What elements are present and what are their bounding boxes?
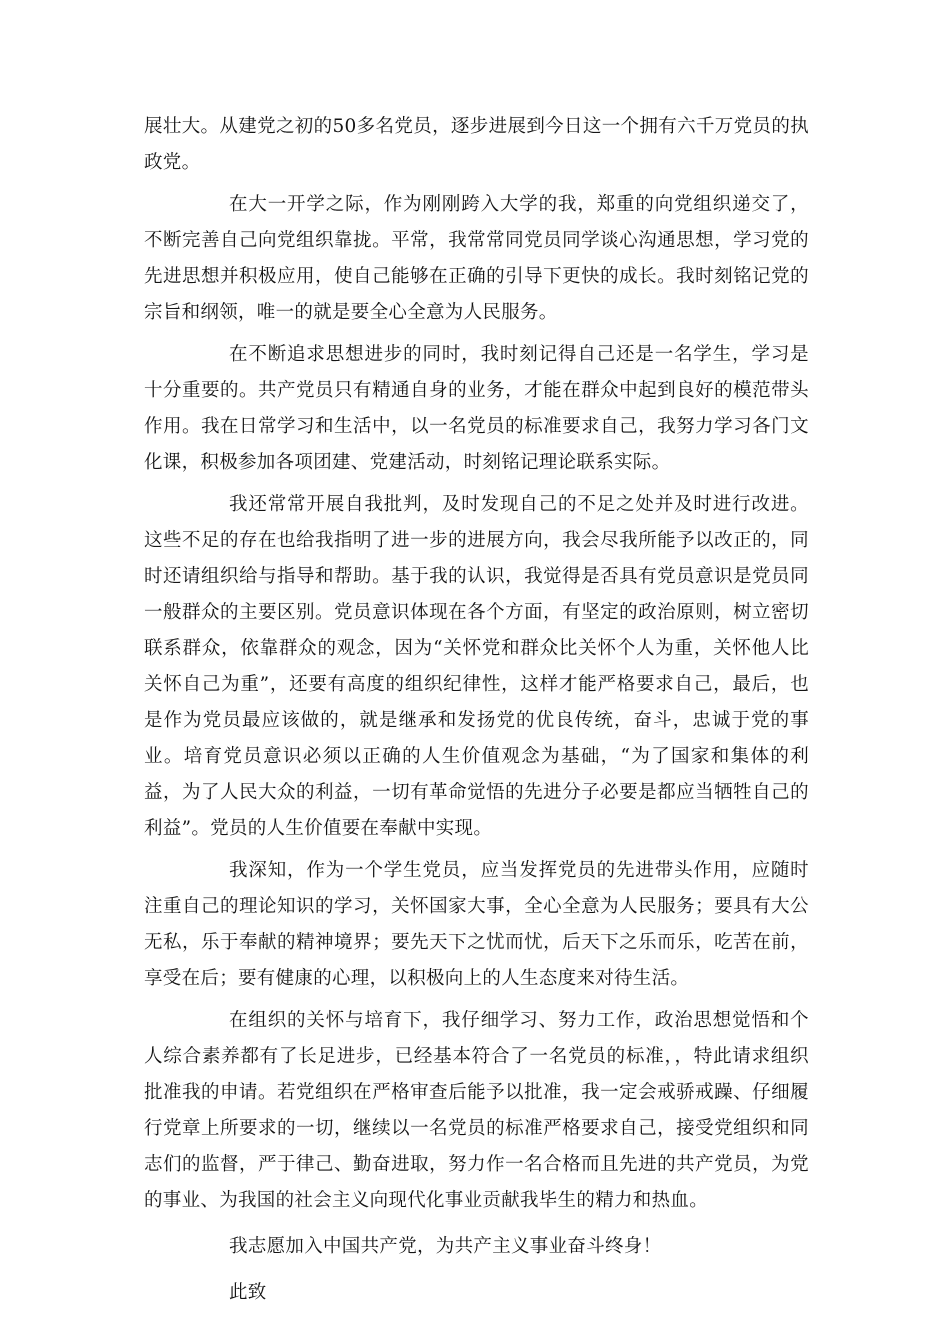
document-page xyxy=(144,109,809,1311)
paragraph-application: 在大一开学之际，作为刚刚跨入大学的我，郑重的向党组织递交了，不断完善自己向党组织靠拢。平常，我常常同党员同学谈心沟通思想，学习党的先进思想并积极应用，使自己能够在正确的引导下更快的成长。我时刻铭记党的宗旨和纲领，唯一的就是要全心全意为人民服务。 xyxy=(144,194,809,323)
paragraph-study: 在不断追求思想进步的同时，我时刻记得自己还是一名学生，学习是十分重要的。共产党员只有精通自身的业务，才能在群众中起到良好的模范带头作用。我在日常学习和生活中，以一名党员的标准要求自己，我努力学习各门文化课，积极参加各项团建、党建活动，时刻铭记理论联系实际。 xyxy=(144,344,809,473)
paragraph-self-criticism: 我还常常开展自我批判，及时发现自己的不足之处并及时进行改进。这些不足的存在也给我指明了进一步的进展方向，我会尽我所能予以改正的，同时还请组织给与指导和帮助。基于我的认识，我觉得是否具有党员意识是党员同一般群众的主要区别。党员意识体现在各个方面，有坚定的政治原则，树立密切联系群众，依靠群众的观念，因为“关怀党和群众比关怀个人为重，关怀他人比关怀自己为重”，还要有高度的组织纪律性，这样才能严格要求自己，最后，也是作为党员最应该做的，就是继承和发扬党的优良传统，奋斗，忠诚于党的事业。培育党员意识必须以正确的人生价值观念为基础，“为了国家和集体的利益，为了人民大众的利益，一切有革命觉悟的先进分子必要是都应当牺牲自己的利益”。党员的人生价值要在奉献中实现。 xyxy=(144,494,809,839)
paragraph-continuation: 展壮大。从建党之初的50多名党员，逐步进展到今日这一个拥有六千万党员的执政党。 xyxy=(144,116,809,173)
paragraph-salutation: 此致 xyxy=(229,1282,267,1303)
paragraph-commitment: 我深知，作为一个学生党员，应当发挥党员的先进带头作用，应随时注重自己的理论知识的学习，关怀国家大事，全心全意为人民服务；要具有大公无私，乐于奉献的精神境界；要先天下之忧而忧，后天下之乐而乐，吃苦在前，享受在后；要有健康的心理，以积极向上的人生态度来对待生活。 xyxy=(144,860,809,989)
paragraph-request: 在组织的关怀与培育下，我仔细学习、努力工作，政治思想觉悟和个人综合素养都有了长足进步，已经基本符合了一名党员的标准，，特此请求组织批准我的申请。若党组织在严格审查后能予以批准，我一定会戒骄戒躁、仔细履行党章上所要求的一切，继续以一名党员的标准严格要求自己，接受党组织和同志们的监督，严于律己、勤奋进取，努力作一名合格而且先进的共产党员，为党的事业、为我国的社会主义向现代化事业贡献我毕生的精力和热血。 xyxy=(144,1010,809,1211)
paragraph-pledge: 我志愿加入中国共产党，为共产主义事业奋斗终身！ xyxy=(229,1236,662,1257)
